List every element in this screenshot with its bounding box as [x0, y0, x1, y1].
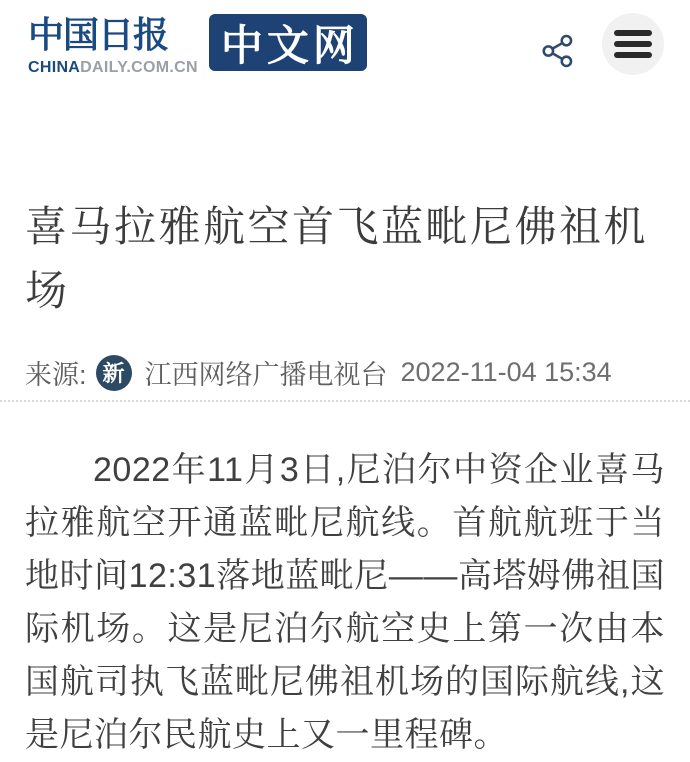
chinadaily-logo[interactable]: [28, 12, 367, 77]
logo-url-rest: DAILY.COM.CN: [80, 59, 198, 76]
article-title: 喜马拉雅航空首飞蓝毗尼佛祖机场: [25, 203, 649, 314]
article-main: [0, 195, 690, 762]
share-icon[interactable]: [540, 32, 576, 70]
article-paragraph: 2022年11月3日,尼泊尔中资企业喜马拉雅航空开通蓝毗尼航线。首航航班于当地时间12:31落地蓝毗尼——高塔姆佛祖国际机场。这是尼泊尔航空史上第一次由本国航司执飞蓝毗尼佛祖机场的国际航线,这是尼泊尔民航史上又一里程碑。: [25, 451, 665, 754]
menu-bar: [614, 30, 652, 36]
source-outlet-icon: 新: [96, 355, 132, 391]
logo-calligraphy-text: 中国日报: [28, 14, 169, 56]
header-actions: [540, 13, 664, 75]
menu-bar: [614, 52, 652, 58]
publish-datetime: 2022-11-04 15:34: [400, 357, 612, 387]
dotted-divider: [0, 400, 690, 402]
menu-bar: [614, 41, 652, 47]
logo-url-text: [28, 59, 198, 77]
logo-text-column: [28, 12, 198, 77]
article-source-row: [25, 353, 665, 392]
source-outlet-name[interactable]: 江西网络广播电视台: [144, 360, 388, 390]
chinese-site-badge: 中文网: [209, 14, 367, 71]
logo-url-bold: CHINA: [28, 59, 81, 76]
hamburger-menu-icon[interactable]: [602, 13, 664, 75]
site-header: [0, 0, 690, 77]
source-label: 来源:: [25, 360, 87, 390]
